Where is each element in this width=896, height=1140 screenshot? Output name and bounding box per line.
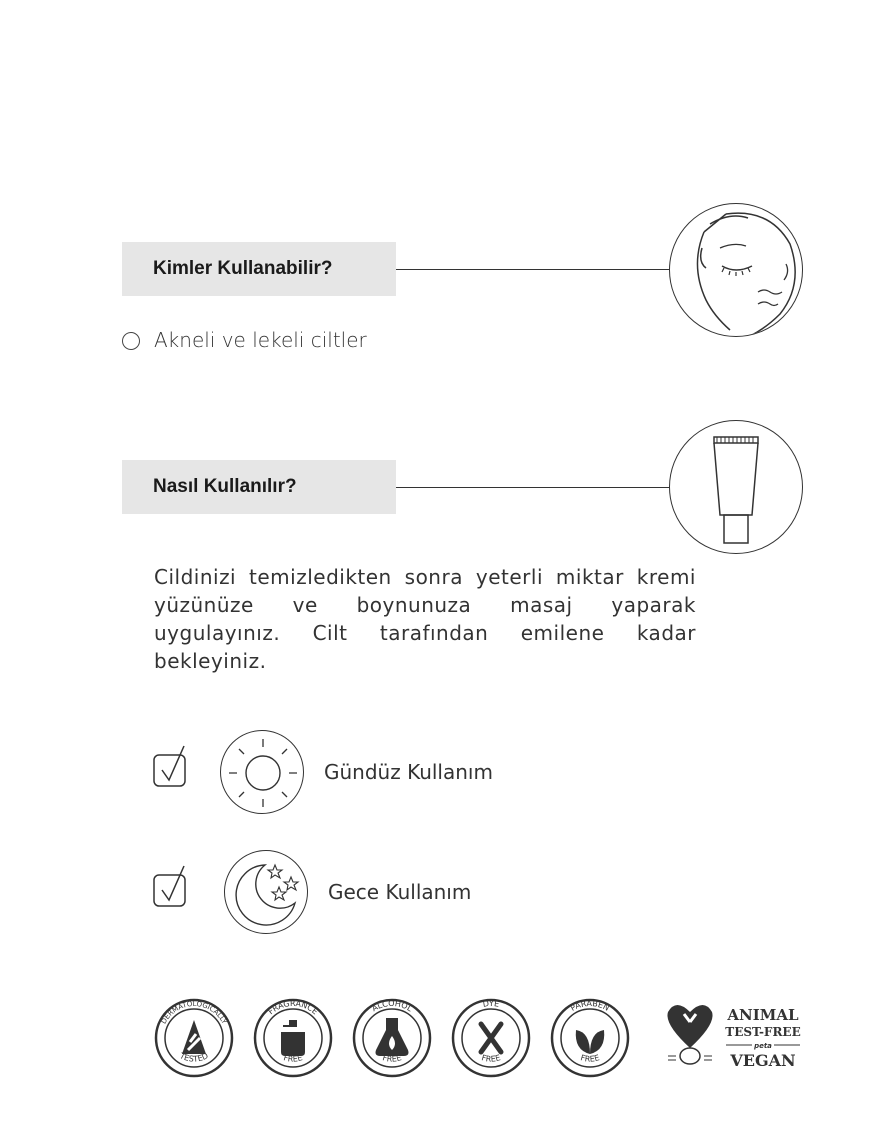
bullet-circle-icon [122,332,140,350]
sun-icon [221,731,304,814]
fragrance-free-icon [255,999,331,1076]
who-header [122,242,396,296]
who-item: Akneli ve lekeli ciltler [154,328,367,352]
sun-badge [220,730,304,814]
svg-text:DYE [482,999,500,1009]
badge-top-label: DYE [482,998,500,1009]
tube-illustration [669,420,803,554]
how-title: Nasıl Kullanılır? [153,476,297,497]
checkbox-checked-icon [152,744,188,788]
dermatologically-tested-icon [156,1000,232,1076]
face-icon [670,204,803,337]
who-divider-line [396,269,670,270]
svg-text:ALCOHOL [370,999,414,1014]
test-free-label: TEST-FREE [725,1025,801,1039]
dye-free-icon [453,999,529,1076]
animal-test-free-badge [725,1006,800,1070]
day-usage-row [152,744,188,792]
badge-bottom-label: FREE [381,1053,403,1064]
who-title: Kimler Kullanabilir? [153,258,333,279]
how-header [122,460,396,514]
badge-bottom-label: FREE [579,1053,601,1064]
badge-top-label: PARABEN [569,998,611,1013]
badge-top-label: FRAGRANCE [266,998,320,1017]
night-usage-label: Gece Kullanım [328,880,472,904]
badge-bottom-label: FREE [282,1053,304,1064]
svg-text:FREE [480,1053,501,1064]
peta-label: peta [754,1042,772,1050]
paraben-free-icon [552,999,628,1076]
badge-bottom-label: TESTED [178,1051,210,1064]
how-instructions: Cildinizi temizledikten sonra yeterli miktar kremi yüzünüze ve boynunuza masaj yaparak uygulayınız. Cilt tarafından emilene kadar bekleyiniz. [154,565,696,673]
moon-badge [224,850,308,934]
svg-text:FREE [381,1053,402,1064]
vegan-label: VEGAN [730,1051,796,1070]
how-divider-line [396,487,670,488]
alcohol-free-icon [354,999,430,1076]
svg-text:FREE [579,1053,600,1064]
svg-text:FRAGRANCE [266,999,319,1016]
animal-label: ANIMAL [727,1006,799,1024]
face-illustration [669,203,803,337]
checkbox-checked-icon [152,864,188,908]
night-usage-row [152,864,188,912]
badge-top-label: DERMATOLOGICALLY [159,999,229,1026]
bunny-heart-icon [667,1005,712,1064]
moon-stars-icon [225,851,308,934]
svg-text:PARABEN [569,999,611,1013]
cream-tube-icon [670,421,803,554]
badge-top-label: ALCOHOL [370,998,414,1014]
svg-text:FREE [282,1053,303,1064]
day-usage-label: Gündüz Kullanım [324,760,493,784]
certification-badges [152,996,812,1080]
badge-bottom-label: FREE [480,1053,502,1064]
